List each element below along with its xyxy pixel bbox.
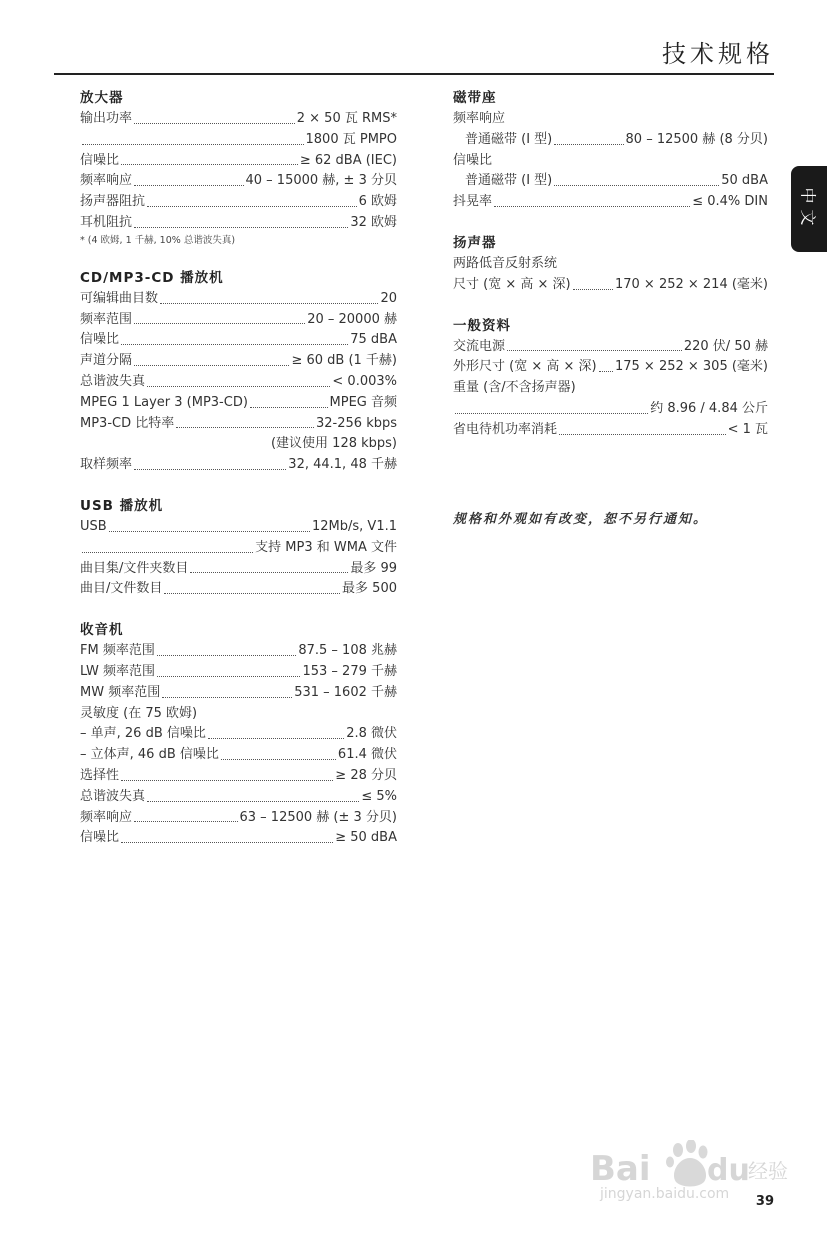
language-tab [791,166,827,252]
dot-leader [134,323,305,324]
dot-leader [134,365,289,366]
spec-label: 曲目集/文件夹数目 [80,560,189,576]
dot-leader [147,206,357,207]
spec-value: 最多 500 [342,581,397,597]
dot-leader [554,185,719,186]
dot-leader [157,655,297,656]
spec-row [453,192,768,213]
spec-value: 支持 MP3 和 WMA 文件 [255,539,397,555]
spec-label: 取样频率 [80,457,133,473]
spec-value: 63 – 12500 赫 (± 3 分贝) [239,809,397,825]
dot-leader [134,123,295,124]
spec-value: ≥ 50 dBA [335,830,397,846]
spec-value: 20 – 20000 赫 [307,311,397,327]
spec-row [80,310,397,331]
spec-label: 总谐波失真 [80,788,146,804]
dot-leader [134,227,348,228]
title-divider [54,73,774,75]
spec-row [453,399,768,420]
spec-value: 531 – 1602 千赫 [294,684,397,700]
spec-label: 总谐波失真 [80,373,146,389]
spec-row [80,393,397,414]
cd-section [80,268,397,476]
spec-row [80,213,397,234]
spec-row [80,559,397,580]
dot-leader [134,821,237,822]
spec-row [80,372,397,393]
spec-row [80,579,397,600]
spec-label: MPEG 1 Layer 3 (MP3-CD) [80,394,248,410]
spec-value: 32 欧姆 [350,214,397,230]
spec-label: 信噪比 [80,830,120,846]
spec-value: ≥ 28 分贝 [335,767,397,783]
dot-leader [162,697,292,698]
spec-value: 2.8 微伏 [346,726,397,742]
dot-leader [82,552,253,553]
dot-leader [157,676,300,677]
spec-row [80,171,397,192]
sensitivity-label: 灵敏度 (在 75 欧姆) [80,705,198,721]
spec-label: 普通磁带 (I 型) [465,131,553,147]
spec-row [453,130,768,151]
spec-row [80,787,397,808]
spec-value: 80 – 12500 赫 (8 分贝) [625,131,768,147]
spec-value: 61.4 微伏 [337,747,397,763]
spec-value: 87.5 – 108 兆赫 [298,643,397,659]
spec-label: 交流电源 [453,338,506,354]
spec-label: 耳机阻抗 [80,214,133,230]
spec-value: ≤ 0.4% DIN [692,194,768,210]
spec-label: MW 频率范围 [80,684,161,700]
spec-value: 12Mb/s, V1.1 [312,518,397,534]
spec-row [80,808,397,829]
spec-row [80,724,397,745]
usb-section [80,496,397,600]
general-section [453,316,768,441]
spec-label: 频率范围 [80,311,133,327]
spec-label: 频率响应 [80,809,133,825]
watermark-url: jingyan.baidu.com [600,1186,730,1202]
specification-notice: 规格和外观如有改变，恕不另行通知。 [453,512,709,527]
spec-row [453,357,768,378]
bitrate-note: (建议使用 128 kbps) [270,436,397,452]
spec-label: LW 频率范围 [80,663,156,679]
spec-value: 40 – 15000 赫, ± 3 分贝 [245,173,397,189]
section-title: 放大器 [80,90,124,106]
spec-row [80,109,397,130]
spec-value: 50 dBA [721,173,768,189]
page-title: 技术规格 [662,40,774,68]
spec-value: 约 8.96 / 4.84 公斤 [650,400,768,416]
watermark-brand-suffix: du [707,1153,750,1188]
spec-value: 最多 99 [350,560,397,576]
spec-value: 20 [380,290,397,306]
dot-leader [573,289,613,290]
spec-label: 声道分隔 [80,353,133,369]
spec-label: – 立体声, 46 dB 信噪比 [80,747,219,763]
spec-row [80,455,397,476]
dot-leader [250,407,328,408]
spec-row [453,420,768,441]
spec-value: 2 × 50 瓦 RMS* [296,111,397,126]
dot-leader [208,738,344,739]
spec-label: 输出功率 [80,111,133,126]
spec-value: < 1 瓦 [727,421,768,437]
spec-value: ≥ 60 dB (1 千赫) [291,353,397,369]
right-column [453,88,768,461]
left-column [80,88,397,869]
spec-value: < 0.003% [332,373,397,389]
spec-row [453,171,768,192]
dot-leader [121,344,348,345]
spec-value: MPEG 音频 [329,394,397,410]
spec-row [80,289,397,310]
spec-label: 信噪比 [80,152,120,168]
spec-row [80,192,397,213]
watermark-brand: Bai [590,1149,651,1189]
section-title: 磁带座 [453,90,497,106]
spec-value: 6 欧姆 [358,194,397,210]
baidu-watermark [590,1140,790,1202]
spec-value: 1800 瓦 PMPO [305,131,397,147]
spec-row [80,414,397,435]
spec-label: 曲目/文件数目 [80,581,163,597]
dot-leader [190,572,348,573]
section-title: USB 播放机 [80,497,164,514]
spec-value: 32-256 kbps [316,415,397,431]
spec-label: 外形尺寸 (宽 × 高 × 深) [453,359,597,375]
spec-label: 普通磁带 (I 型) [465,173,553,189]
watermark-jingyan: 经验 [748,1159,788,1183]
spec-value: 153 – 279 千赫 [302,663,397,679]
weight-label: 重量 (含/不含扬声器) [453,380,576,396]
dot-leader [164,593,340,594]
spec-row [80,683,397,704]
spec-label: – 单声, 26 dB 信噪比 [80,726,206,742]
spec-value: 175 × 252 × 305 (毫米) [614,359,768,375]
tape-snr-label: 信噪比 [453,152,493,168]
dot-leader [147,386,330,387]
section-title: CD/MP3-CD 播放机 [80,269,224,286]
dot-leader [554,144,623,145]
dot-leader [176,427,314,428]
section-title: 扬声器 [453,234,497,251]
tape-freq-label: 频率响应 [453,111,506,126]
dot-leader [109,531,310,532]
section-title: 收音机 [80,622,124,639]
dot-leader [507,350,682,351]
spec-row [80,538,397,559]
spec-row [80,828,397,849]
spec-row [453,275,768,296]
spec-label: 扬声器阻抗 [80,194,146,210]
spec-label: 尺寸 (宽 × 高 × 深) [453,276,571,292]
spec-label: 频率响应 [80,173,133,189]
spec-row [80,351,397,372]
dot-leader [134,469,286,470]
spec-label: 抖晃率 [453,194,493,210]
spec-value: ≤ 5% [361,788,397,804]
footnote: * (4 欧姆, 1 千赫, 10% 总谐波失真) [80,234,236,246]
dot-leader [121,164,298,165]
spec-row [80,745,397,766]
page-number: 39 [755,1194,774,1209]
dot-leader [455,413,648,414]
dot-leader [121,780,333,781]
spec-row [80,330,397,351]
spec-row [80,662,397,683]
spec-row [80,130,397,151]
amplifier-section [80,88,397,248]
spec-row [453,337,768,358]
spec-value: ≥ 62 dBA (IEC) [299,152,397,168]
spec-label: MP3-CD 比特率 [80,415,175,431]
spec-row [80,766,397,787]
tape-section [453,88,768,213]
speaker-system: 两路低音反射系统 [453,255,558,271]
baidu-paw-icon [590,1140,790,1202]
dot-leader [121,842,333,843]
spec-label: USB [80,518,107,534]
dot-leader [82,144,304,145]
dot-leader [134,185,243,186]
spec-label: 可编辑曲目数 [80,290,159,306]
spec-label: 省电待机功率消耗 [453,421,558,437]
dot-leader [494,206,690,207]
spec-row [80,517,397,538]
dot-leader [221,759,336,760]
spec-value: 170 × 252 × 214 (毫米) [614,276,768,292]
spec-label: 选择性 [80,767,120,783]
speakers-section [453,233,768,296]
radio-section [80,620,397,849]
spec-row [80,151,397,172]
language-tab-label: 中文 [798,186,818,232]
dot-leader [160,303,378,304]
section-title: 一般资料 [453,317,511,334]
spec-row [80,641,397,662]
dot-leader [599,371,613,372]
spec-label: 信噪比 [80,332,120,348]
dot-leader [559,434,726,435]
spec-value: 75 dBA [350,332,397,348]
spec-value: 32, 44.1, 48 千赫 [288,457,397,473]
dot-leader [147,801,359,802]
spec-label: FM 频率范围 [80,643,155,659]
spec-value: 220 伏/ 50 赫 [683,338,768,354]
